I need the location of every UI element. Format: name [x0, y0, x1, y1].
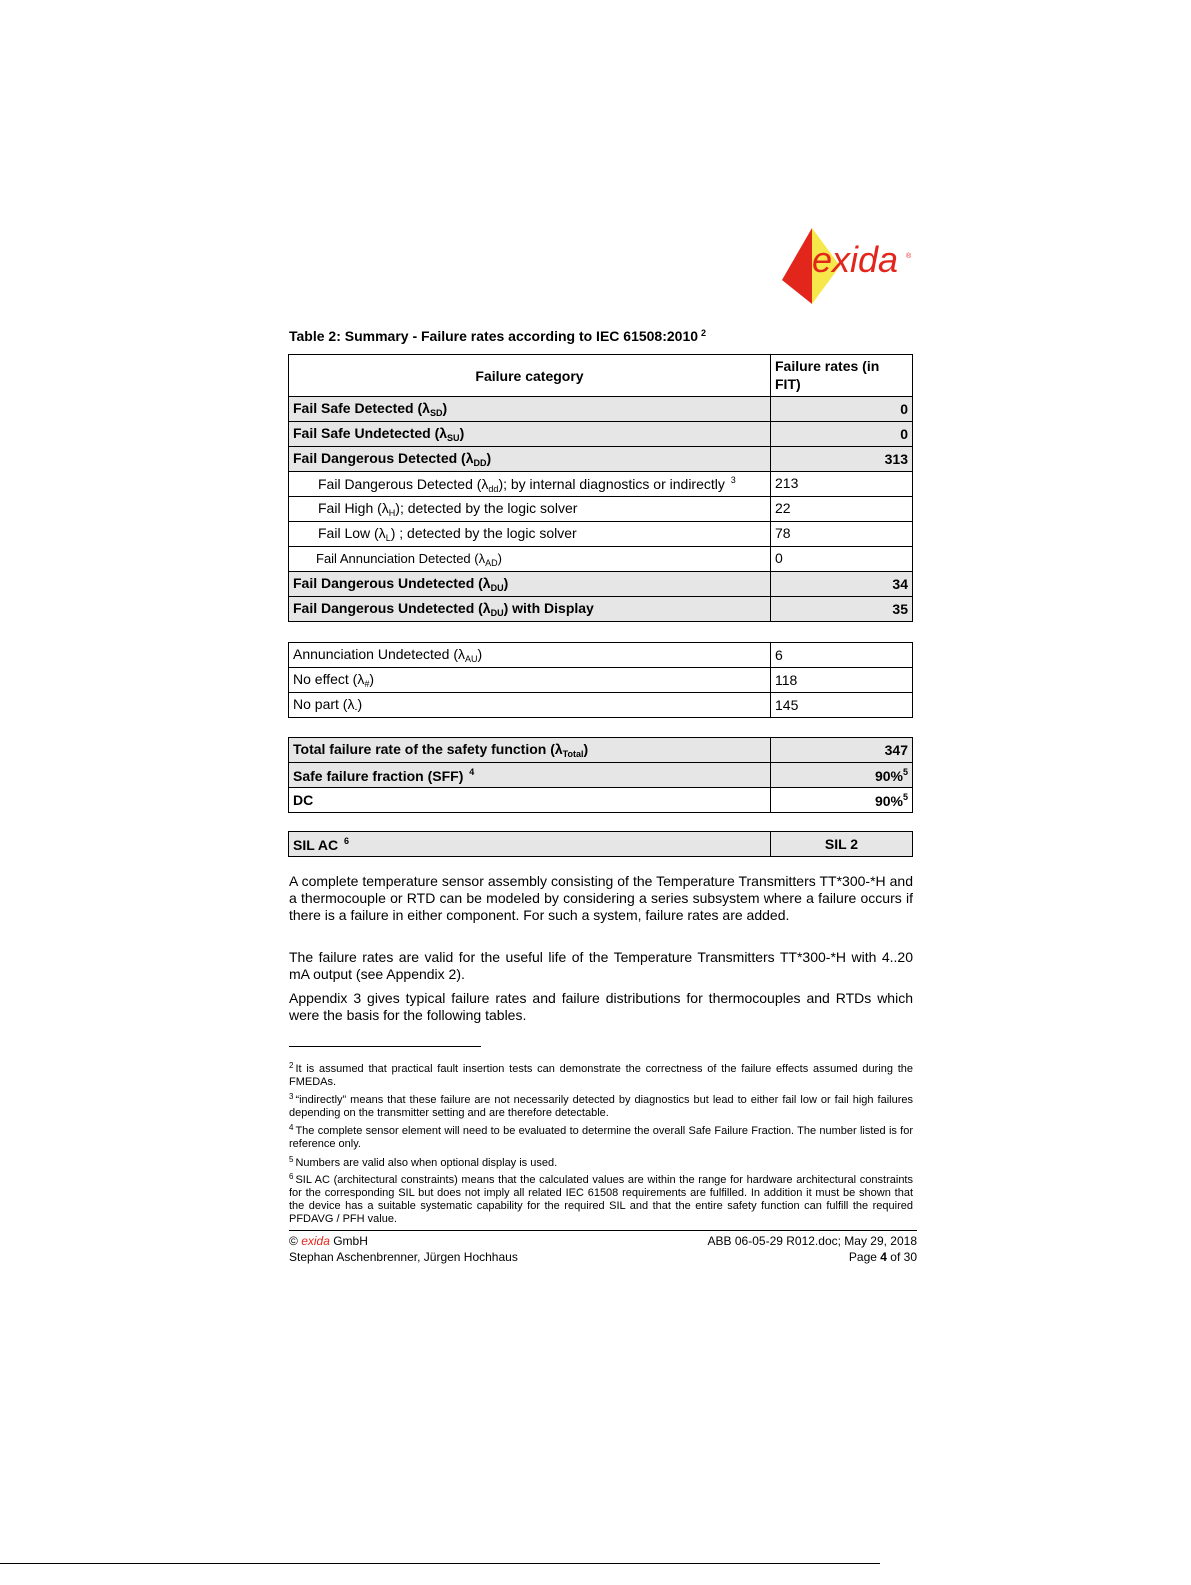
registered-mark: ® — [906, 253, 912, 260]
footer-rule — [289, 1230, 917, 1231]
footer-left — [289, 1233, 518, 1265]
paragraph: Appendix 3 gives typical failure rates and failure distributions for thermocouples and RTDs which were the basis for the following tables. — [289, 990, 913, 1023]
sil-value: SIL 2 — [771, 832, 913, 857]
sil-label: SIL AC $^6$ — [289, 832, 771, 857]
table-row — [289, 597, 913, 622]
row-label: Fail Low $(\lambda_L)$ ; detected by the logic solver — [289, 522, 771, 547]
row-label: Fail Dangerous Detected $(\lambda_{DD})$ — [289, 447, 771, 472]
paragraph: The failure rates are valid for the useful life of the Temperature Transmitters TT*300-*H with 4..20 mA output (see Appendix 2). — [289, 949, 913, 982]
footer-docref: ABB 06-05-29 R012.doc; May 29, 2018 — [707, 1234, 917, 1248]
failure-rates-table — [288, 354, 913, 622]
row-value: 6 — [771, 643, 913, 668]
row-label: Annunciation Undetected $(\lambda_{AU})$ — [289, 643, 771, 668]
table-row — [289, 447, 913, 472]
row-value: 0 — [771, 422, 913, 447]
footer-page: Page 4 of 30 — [848, 1250, 917, 1264]
row-value: 35 — [771, 597, 913, 622]
footnote: $^3$ “indirectly” means that these failure are not necessarily detected by diagnostics but lead to either fail low or fail high failures depending on the transmitter setting and are therefore detectable. — [289, 1092, 913, 1119]
footer-right — [708, 1233, 917, 1265]
row-label: Total failure rate of the safety function $(\lambda_{Total})$ — [289, 738, 771, 763]
row-value: 347 — [771, 738, 913, 763]
row-value: 313 — [771, 447, 913, 472]
row-value: 213 — [771, 472, 913, 497]
table-row — [289, 472, 913, 497]
header-category: Failure category — [289, 355, 771, 397]
row-label: Fail Annunciation Detected $(\lambda_{AD})$ — [289, 547, 771, 572]
footnote: $^5$ Numbers are valid also when optional display is used. — [289, 1155, 558, 1169]
row-value: 78 — [771, 522, 913, 547]
sil-table — [288, 831, 913, 857]
logo-text: exida — [812, 239, 899, 280]
row-label: Safe failure fraction (SFF) $^4$ — [289, 763, 771, 788]
totals-table — [288, 737, 913, 813]
table-row — [289, 397, 913, 422]
row-value: 90%$^5$ — [771, 788, 913, 813]
footnote: $^2$ It is assumed that practical fault insertion tests can demonstrate the correctness of the failure effects assumed during the FMEDAs. — [289, 1061, 913, 1088]
table-row — [289, 832, 913, 857]
footer-authors: Stephan Aschenbrenner, Jürgen Hochhaus — [289, 1250, 518, 1264]
table-row — [289, 497, 913, 522]
scan-edge-line — [0, 1563, 880, 1564]
paragraph: A complete temperature sensor assembly consisting of the Temperature Transmitters TT*300-*H and a thermocouple or RTD can be modeled by considering a series subsystem where a failure occurs if there is a failure in either component. For such a system, failure rates are added. — [289, 873, 913, 923]
exida-logo — [782, 228, 917, 304]
row-value: 22 — [771, 497, 913, 522]
footer-copyright: © exida GmbH — [289, 1234, 368, 1248]
table-caption — [289, 328, 706, 344]
row-value: 145 — [771, 693, 913, 718]
row-value: 90%$^5$ — [771, 763, 913, 788]
caption-text: Table 2: Summary - Failure rates according to IEC 61508:2010 — [289, 328, 699, 344]
row-value: 118 — [771, 668, 913, 693]
table-row — [289, 572, 913, 597]
table-row — [289, 547, 913, 572]
row-label: No part $(\lambda_-)$ — [289, 693, 771, 718]
row-value: 34 — [771, 572, 913, 597]
footnote: $^4$ The complete sensor element will need to be evaluated to determine the overall Safe Failure Fraction. The number listed is for reference only. — [289, 1123, 913, 1150]
table-row — [289, 788, 913, 813]
footnote-separator — [289, 1046, 481, 1047]
row-label: No effect $(\lambda_{\#})$ — [289, 668, 771, 693]
footnote: $^6$ SIL AC (architectural constraints) means that the calculated values are within the range for hardware architectural constraints for the corresponding SIL but does not imply all related IEC 61508 requirements are fulfilled. In addition it must be shown that the device has a suitable systematic capability for the required SIL and that the entire safety function can fulfill the required PFDAVG / PFH value. — [289, 1172, 913, 1225]
table-row — [289, 668, 913, 693]
row-label: Fail Safe Undetected $(\lambda_{SU})$ — [289, 422, 771, 447]
table-row — [289, 763, 913, 788]
header-rates: Failure rates (in FIT) — [771, 355, 913, 397]
table-row — [289, 522, 913, 547]
row-label: Fail Safe Detected $(\lambda_{SD})$ — [289, 397, 771, 422]
row-label: DC — [289, 788, 771, 813]
row-label: Fail Dangerous Undetected $(\lambda_{DU})$ with Display — [289, 597, 771, 622]
table-row — [289, 693, 913, 718]
other-failures-table — [288, 642, 913, 718]
row-value: 0 — [771, 547, 913, 572]
row-label: Fail Dangerous Undetected $(\lambda_{DU})$ — [289, 572, 771, 597]
caption-footnote-ref: 2 — [701, 328, 707, 338]
row-label: Fail High $(\lambda_H)$; detected by the logic solver — [289, 497, 771, 522]
row-value: 0 — [771, 397, 913, 422]
table-row — [289, 422, 913, 447]
row-label: Fail Dangerous Detected $(\lambda_{dd})$; by internal diagnostics or indirectly $^3$ — [289, 472, 771, 497]
table-row — [289, 738, 913, 763]
table-header-row — [289, 355, 913, 397]
table-row — [289, 643, 913, 668]
